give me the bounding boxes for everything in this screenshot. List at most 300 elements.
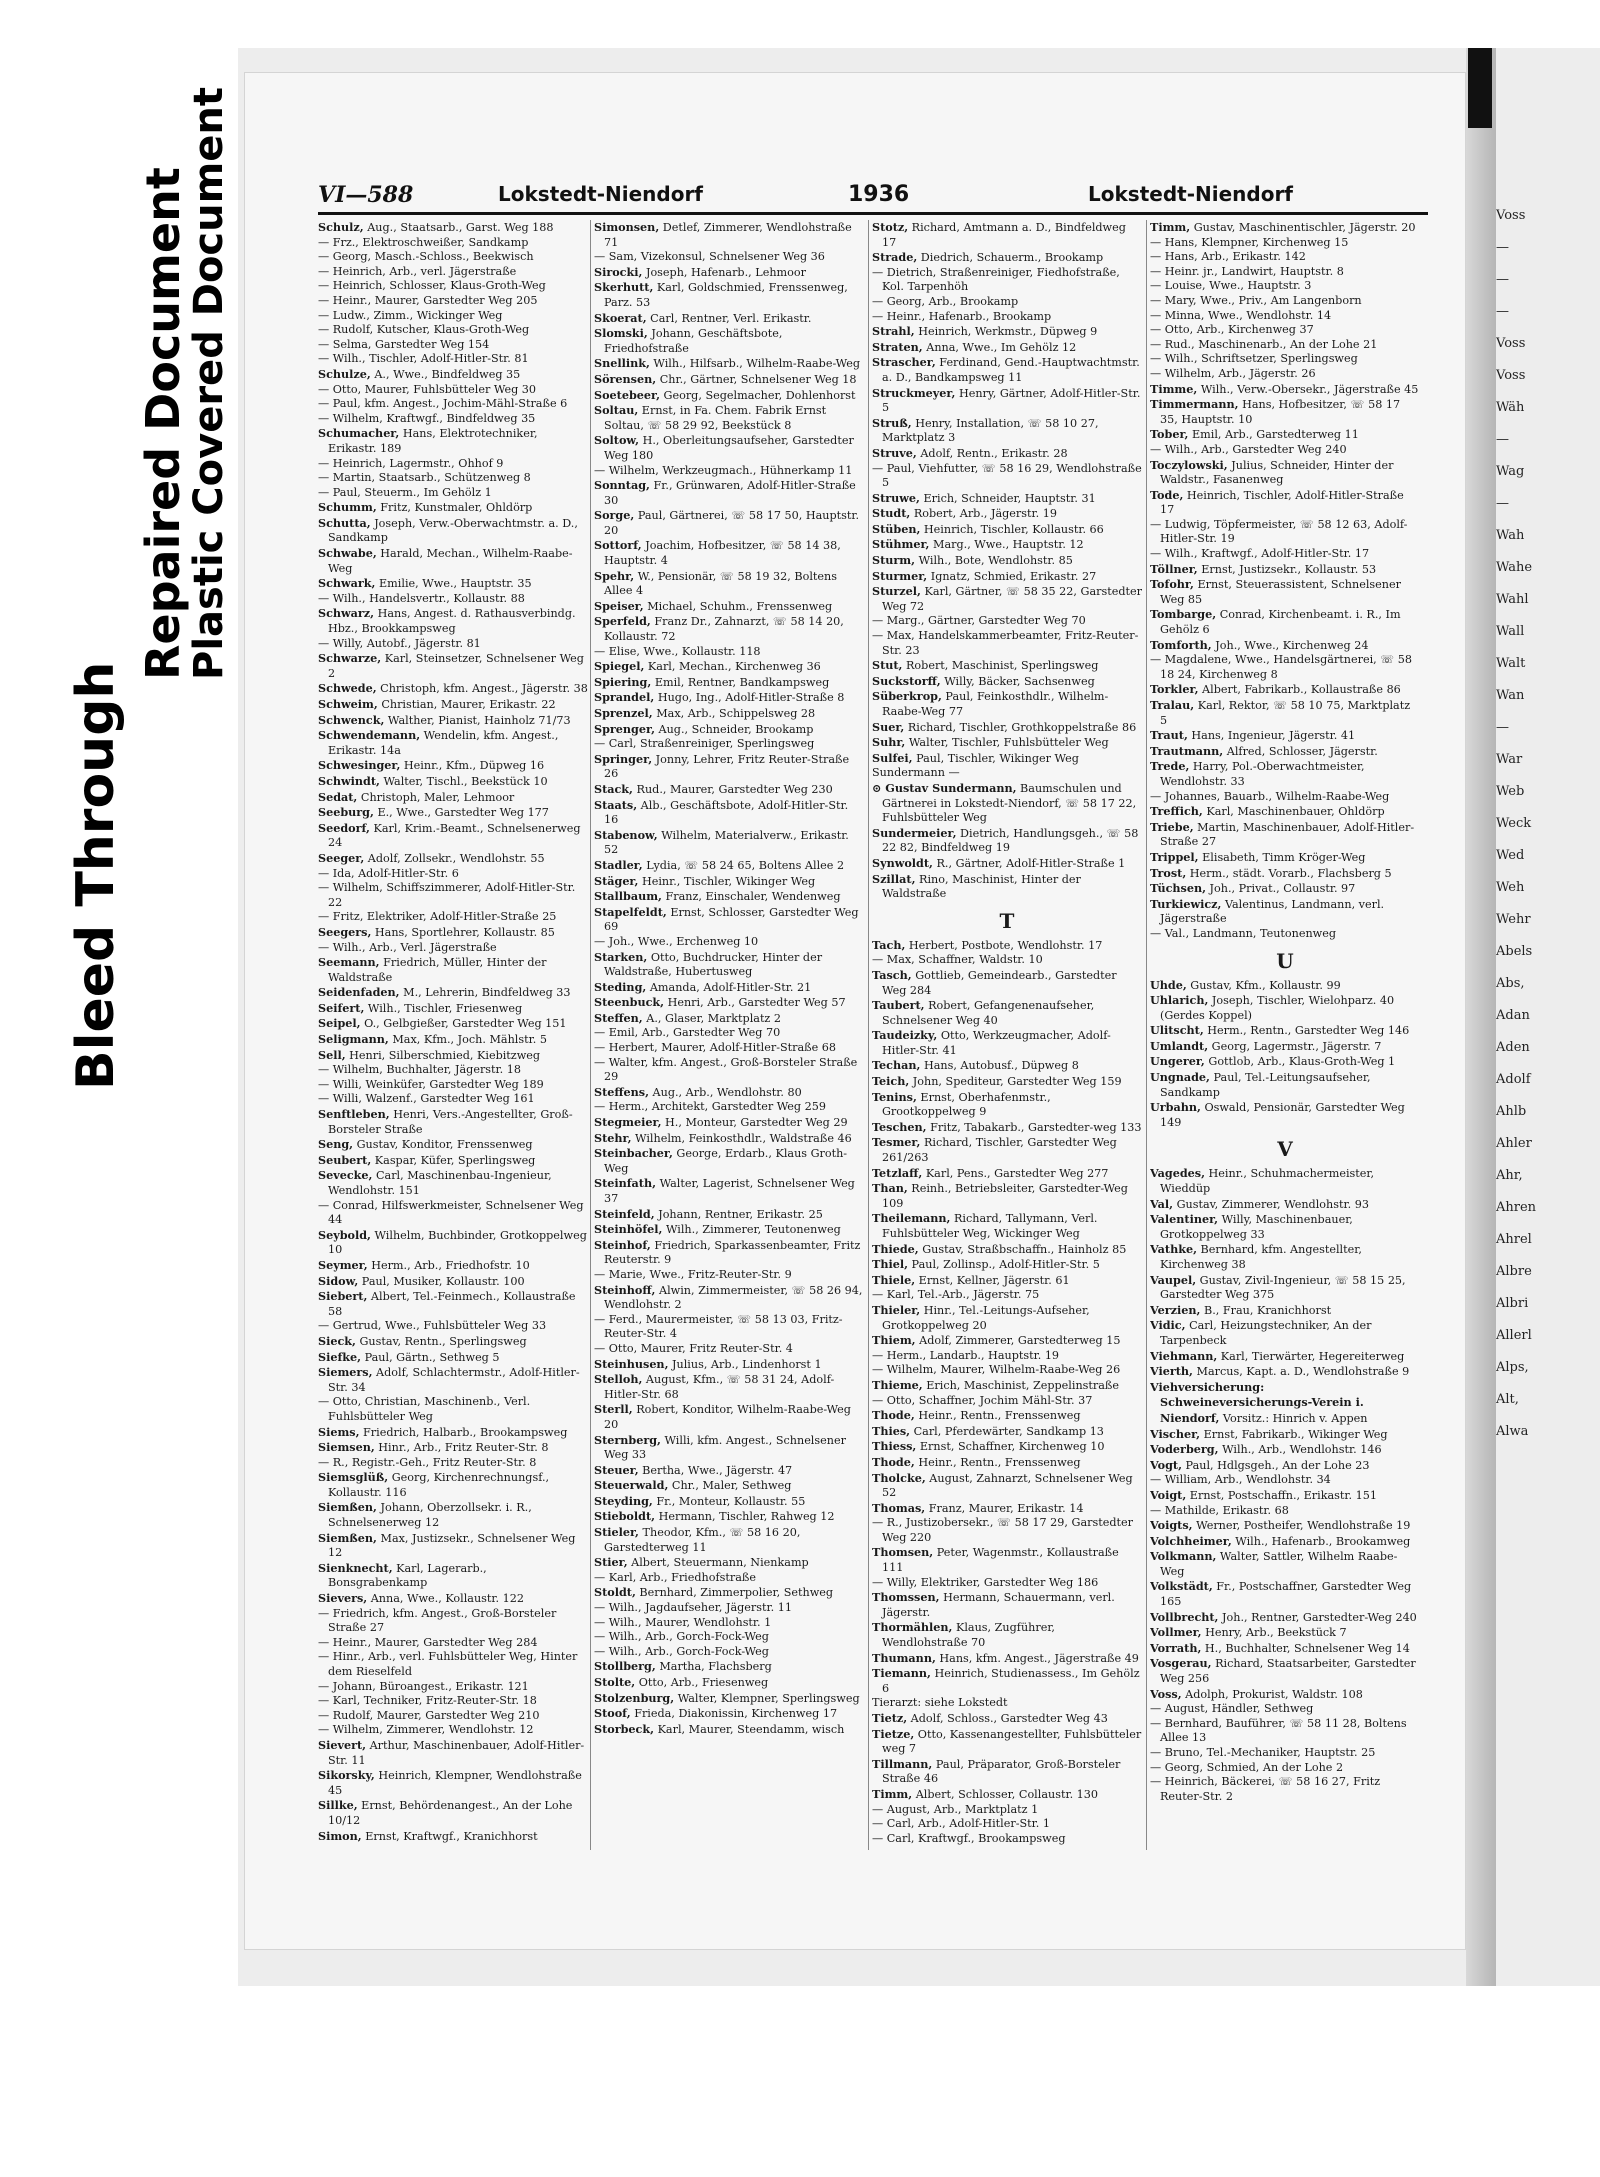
directory-entry: Steinfeld, Johann, Rentner, Erikastr. 25 — [594, 1206, 823, 1221]
fragment-line: Alt, — [1496, 1392, 1519, 1407]
directory-columns — [318, 220, 1428, 1860]
directory-entry: Suckstorff, Willy, Bäcker, Sachsenweg — [872, 673, 1095, 688]
directory-entry: Triebe, Martin, Maschinenbauer, Adolf-Hitler-Straße 27 — [1150, 819, 1415, 849]
directory-entry: Seubert, Kaspar, Küfer, Sperlingsweg — [318, 1152, 536, 1167]
fragment-line: Ahr, — [1496, 1168, 1523, 1183]
column-3 — [872, 220, 1142, 1860]
directory-entry: Ungnade, Paul, Tel.-Leitungsaufseher, Sandkamp — [1150, 1070, 1371, 1099]
directory-entry: Stelloh, August, Kfm., ☏ 58 31 24, Adolf-Hitler-Str. 68 — [594, 1372, 835, 1401]
directory-entry: Vagedes, Heinr., Schuhmachermeister, Wieddüp — [1150, 1166, 1375, 1196]
directory-entry: — Georg, Arb., Brookamp — [872, 294, 1019, 308]
directory-entry: Schutta, Joseph, Verw.-Oberwachtmstr. a. D., Sandkamp — [318, 515, 578, 545]
directory-entry: — Otto, Arb., Kirchenweg 37 — [1150, 323, 1314, 337]
directory-entry: — Wilh., Tischler, Adolf-Hitler-Str. 81 — [318, 352, 529, 366]
directory-entry: Valentiner, Willy, Maschinenbauer, Grotkoppelweg 33 — [1150, 1212, 1353, 1241]
directory-entry: Viehmann, Karl, Tierwärter, Hegereiterweg — [1150, 1348, 1405, 1363]
directory-entry: Senftleben, Henri, Vers.-Angestellter, Groß-Borsteler Straße — [318, 1107, 573, 1136]
directory-entry: Ulitscht, Herm., Rentn., Garstedter Weg 146 — [1150, 1023, 1410, 1038]
directory-entry: Umlandt, Georg, Lagermstr., Jägerstr. 7 — [1150, 1038, 1382, 1053]
page-header — [318, 180, 1428, 215]
scan-edge-mark — [1468, 48, 1492, 128]
directory-entry: Soltau, Ernst, in Fa. Chem. Fabrik Ernst Soltau, ☏ 58 29 92, Beekstück 8 — [594, 403, 827, 432]
directory-entry: Steinbacher, George, Erdarb., Klaus Groth-Weg — [594, 1146, 848, 1175]
directory-entry: Slomski, Johann, Geschäftsbote, Friedhofstraße — [594, 326, 783, 355]
directory-entry: — August, Arb., Marktplatz 1 — [872, 1802, 1039, 1816]
directory-entry: Siemßen, Max, Justizsekr., Schnelsener Weg 12 — [318, 1530, 576, 1560]
directory-entry: — Heinrich, Arb., verl. Jägerstraße — [318, 264, 517, 278]
directory-entry: — Rud., Maschinenarb., An der Lohe 21 — [1150, 337, 1378, 351]
fragment-line: Wahe — [1496, 560, 1533, 575]
directory-entry: Teich, John, Spediteur, Garstedter Weg 159 — [872, 1074, 1122, 1089]
directory-entry: — Fritz, Elektriker, Adolf-Hitler-Straße 25 — [318, 910, 557, 924]
directory-entry: Sprenzel, Max, Arb., Schippelsweg 28 — [594, 706, 816, 720]
directory-entry: — R., Registr.-Geh., Fritz Reuter-Str. 8 — [318, 1455, 537, 1469]
directory-entry: Vischer, Ernst, Fabrikarb., Wikinger Weg — [1150, 1426, 1388, 1441]
directory-entry: Tombarge, Conrad, Kirchenbeamt. i. R., Im Gehölz 6 — [1150, 607, 1401, 637]
directory-entry: Teschen, Fritz, Tabakarb., Garstedter-weg 133 — [872, 1119, 1142, 1134]
directory-entry: Stoof, Frieda, Diakonissin, Kirchenweg 17 — [594, 1706, 838, 1721]
fragment-line: Abels — [1496, 944, 1533, 959]
directory-entry: Thomas, Franz, Maurer, Erikastr. 14 — [872, 1500, 1084, 1515]
directory-entry: Voderberg, Wilh., Arb., Wendlohstr. 146 — [1150, 1442, 1382, 1457]
directory-entry: Steinhoff, Alwin, Zimmermeister, ☏ 58 26 94, Wendlohstr. 2 — [594, 1282, 863, 1312]
directory-entry: — August, Händler, Sethweg — [1150, 1702, 1314, 1716]
directory-entry: Sonntag, Fr., Grünwaren, Adolf-Hitler-Straße 30 — [594, 478, 856, 507]
column-1 — [318, 220, 588, 1860]
directory-entry: Tesmer, Richard, Tischler, Garstedter Weg 261/263 — [872, 1135, 1117, 1165]
fragment-line: Adolf — [1496, 1072, 1531, 1087]
directory-entry: Starken, Otto, Buchdrucker, Hinter der Waldstraße, Hubertusweg — [594, 949, 823, 979]
directory-entry: Vaupel, Gustav, Zivil-Ingenieur, ☏ 58 15 25, Garstedter Weg 375 — [1150, 1272, 1406, 1302]
fragment-line: Web — [1496, 784, 1525, 799]
directory-entry: Stieler, Theodor, Kfm., ☏ 58 16 20, Garstedterweg 11 — [594, 1525, 801, 1554]
directory-entry: Toczylowski, Julius, Schneider, Hinter der Waldstr., Fasanenweg — [1150, 457, 1394, 487]
directory-entry: Springer, Jonny, Lehrer, Fritz Reuter-Straße 26 — [594, 751, 850, 781]
directory-entry: Simon, Ernst, Kraftwgf., Kranichhorst — [318, 1828, 538, 1843]
directory-entry: Seymer, Herm., Arb., Friedhofstr. 10 — [318, 1257, 530, 1272]
directory-entry: Voigts, Werner, Postheifer, Wendlohstraße 19 — [1150, 1518, 1411, 1533]
directory-entry: Snellink, Wilh., Hilfsarb., Wilhelm-Raabe-Weg — [594, 356, 860, 371]
directory-entry: Sorge, Paul, Gärtnerei, ☏ 58 17 50, Hauptstr. 20 — [594, 508, 860, 537]
directory-entry: Voigt, Ernst, Postschaffn., Erikastr. 151 — [1150, 1487, 1377, 1502]
fragment-line: Weck — [1496, 816, 1532, 831]
directory-entry: Storbeck, Karl, Maurer, Steendamm, wisch — [594, 1721, 845, 1736]
directory-entry: — Herm., Architekt, Garstedter Weg 259 — [594, 1100, 826, 1114]
directory-entry: Techan, Hans, Autobusf., Düpweg 8 — [872, 1058, 1079, 1073]
directory-entry: — Otto, Schaffner, Jochim Mähl-Str. 37 — [872, 1393, 1093, 1407]
directory-entry: Val, Gustav, Zimmerer, Wendlohstr. 93 — [1150, 1196, 1369, 1211]
bleed-through-label: Bleed Through — [66, 661, 126, 1090]
directory-entry: — Sam, Vizekonsul, Schnelsener Weg 36 — [594, 250, 825, 264]
plastic-covered-label: Plastic Covered Document — [186, 86, 232, 680]
directory-entry: — Mathilde, Erikastr. 68 — [1150, 1503, 1289, 1517]
directory-entry: — Rudolf, Maurer, Garstedter Weg 210 — [318, 1708, 540, 1722]
section-letter: V — [1277, 1137, 1293, 1162]
directory-entry: — Carl, Arb., Adolf-Hitler-Str. 1 — [872, 1817, 1051, 1831]
directory-entry: — Otto, Maurer, Fritz Reuter-Str. 4 — [594, 1341, 793, 1355]
directory-entry: Sirocki, Joseph, Hafenarb., Lehmoor — [594, 264, 806, 279]
fragment-line: Voss — [1496, 368, 1526, 383]
directory-entry: Seipel, O., Gelbgießer, Garstedter Weg 151 — [318, 1016, 567, 1031]
directory-entry: — William, Arb., Wendlohstr. 34 — [1150, 1473, 1331, 1487]
directory-entry: Sulfei, Paul, Tischler, Wikinger Weg — [872, 750, 1079, 765]
directory-entry: Tofohr, Ernst, Steuerassistent, Schnelsener Weg 85 — [1150, 577, 1401, 606]
directory-entry: Soetebeer, Georg, Segelmacher, Dohlenhorst — [594, 387, 856, 402]
fragment-line: — — [1496, 240, 1509, 255]
directory-entry: — Emil, Arb., Garstedter Weg 70 — [594, 1026, 781, 1040]
column-divider — [868, 220, 869, 1850]
directory-entry: Steenbuck, Henri, Arb., Garstedter Weg 57 — [594, 995, 846, 1010]
fragment-line: Weh — [1496, 880, 1525, 895]
directory-entry: Timmermann, Hans, Hofbesitzer, ☏ 58 17 35, Hauptstr. 10 — [1150, 397, 1401, 426]
directory-entry: — Ferd., Maurermeister, ☏ 58 13 03, Fritz-Reuter-Str. 4 — [594, 1312, 843, 1341]
directory-entry: Szillat, Rino, Maschinist, Hinter der Waldstraße — [872, 871, 1081, 901]
directory-entry: Urbahn, Oswald, Pensionär, Garstedter Weg 149 — [1150, 1100, 1405, 1129]
directory-entry: — Ida, Adolf-Hitler-Str. 6 — [318, 866, 459, 880]
directory-entry: — Wilhelm, Zimmerer, Wendlohstr. 12 — [318, 1723, 534, 1737]
directory-entry: Tholcke, August, Zahnarzt, Schnelsener Weg 52 — [872, 1470, 1133, 1500]
directory-entry: Taudeizky, Otto, Werkzeugmacher, Adolf-Hitler-Str. 41 — [872, 1028, 1111, 1057]
directory-entry: Thiel, Paul, Zollinsp., Adolf-Hitler-Str. 5 — [872, 1257, 1100, 1272]
directory-entry: Struve, Adolf, Rentn., Erikastr. 28 — [872, 445, 1068, 460]
fragment-line: Wall — [1496, 624, 1525, 639]
fragment-line: Alwa — [1496, 1424, 1529, 1439]
directory-entry: — Max, Schaffner, Waldstr. 10 — [872, 953, 1043, 967]
directory-entry: Straten, Anna, Wwe., Im Gehölz 12 — [872, 339, 1077, 354]
directory-entry: Steinfath, Walter, Lagerist, Schnelsener Weg 37 — [594, 1176, 855, 1205]
directory-entry: Steuer, Bertha, Wwe., Jägerstr. 47 — [594, 1462, 793, 1477]
directory-entry: Sturmer, Ignatz, Schmied, Erikastr. 27 — [872, 568, 1097, 583]
directory-entry: — Willy, Elektriker, Garstedter Weg 186 — [872, 1575, 1099, 1589]
directory-entry: Traut, Hans, Ingenieur, Jägerstr. 41 — [1150, 728, 1356, 743]
directory-entry: — Walter, kfm. Angest., Groß-Borsteler Straße 29 — [594, 1055, 858, 1084]
directory-entry: — Heinrich, Lagermstr., Ohhof 9 — [318, 456, 504, 470]
year-title: 1936 — [848, 182, 910, 207]
directory-entry: Schumm, Fritz, Kunstmaler, Ohldörp — [318, 500, 533, 515]
directory-entry: — Wilhelm, Maurer, Wilhelm-Raabe-Weg 26 — [872, 1363, 1121, 1377]
directory-entry: Than, Reinh., Betriebsleiter, Garstedter-Weg 109 — [872, 1181, 1128, 1210]
directory-entry: Viehversicherung: Schweineversicherungs-Verein i. Niendorf, Vorsitz.: Hinrich v. Appen — [1150, 1379, 1368, 1425]
directory-entry: — Wilh., Schriftsetzer, Sperlingsweg — [1150, 352, 1358, 366]
directory-entry: Vathke, Bernhard, kfm. Angestellter, Kirchenweg 38 — [1150, 1242, 1362, 1271]
directory-entry: Siebert, Albert, Tel.-Feinmech., Kollaustraße 58 — [318, 1289, 576, 1318]
directory-entry: — Wilhelm, Buchhalter, Jägerstr. 18 — [318, 1063, 522, 1077]
section-letter: T — [999, 908, 1015, 933]
directory-entry: Treffich, Karl, Maschinenbauer, Ohldörp — [1150, 804, 1385, 819]
fragment-line: — — [1496, 720, 1509, 735]
directory-entry: Spiering, Emil, Rentner, Bandkampsweg — [594, 674, 830, 689]
directory-entry: Schwabe, Harald, Mechan., Wilhelm-Raabe-Weg — [318, 546, 573, 575]
directory-entry: Seybold, Wilhelm, Buchbinder, Grotkoppelweg 10 — [318, 1227, 587, 1257]
directory-entry: — Wilh., Arb., Gorch-Fock-Weg — [594, 1644, 769, 1658]
fragment-line: — — [1496, 304, 1509, 319]
directory-entry: Schwenck, Walther, Pianist, Hainholz 71/73 — [318, 712, 571, 727]
directory-entry: Voss, Adolph, Prokurist, Waldstr. 108 — [1150, 1686, 1363, 1701]
fragment-line: Wäh — [1496, 400, 1525, 415]
fragment-line: — — [1496, 496, 1509, 511]
fragment-line: — — [1496, 432, 1509, 447]
directory-entry: — Karl, Arb., Friedhofstraße — [594, 1570, 756, 1584]
directory-entry: Schwede, Christoph, kfm. Angest., Jägerstr. 38 — [318, 681, 588, 696]
directory-entry: — Paul, Viehfutter, ☏ 58 16 29, Wendlohstraße 5 — [872, 461, 1142, 490]
directory-entry: — Selma, Garstedter Weg 154 — [318, 337, 490, 351]
directory-entry: Schwindt, Walter, Tischl., Beekstück 10 — [318, 773, 548, 788]
directory-entry: — Marie, Wwe., Fritz-Reuter-Str. 9 — [594, 1267, 792, 1281]
directory-entry: Thiem, Adolf, Zimmerer, Garstedterweg 15 — [872, 1333, 1121, 1348]
directory-entry: Sperfeld, Franz Dr., Zahnarzt, ☏ 58 14 20, Kollaustr. 72 — [594, 614, 844, 644]
directory-entry: Synwoldt, R., Gärtner, Adolf-Hitler-Straße 1 — [872, 855, 1126, 870]
directory-entry: Spehr, W., Pensionär, ☏ 58 19 32, Boltens Allee 4 — [594, 568, 837, 598]
directory-entry: Strahl, Heinrich, Werkmstr., Düpweg 9 — [872, 324, 1098, 339]
directory-entry: — Heinr., Hafenarb., Brookamp — [872, 309, 1052, 323]
directory-entry: — Dietrich, Straßenreiniger, Fiedhofstraße, Kol. Tarpenhöh — [872, 265, 1120, 294]
directory-entry: — Herbert, Maurer, Adolf-Hitler-Straße 68 — [594, 1041, 837, 1055]
directory-entry: Stut, Robert, Maschinist, Sperlingsweg — [872, 658, 1099, 673]
directory-entry: — Karl, Techniker, Fritz-Reuter-Str. 18 — [318, 1694, 537, 1708]
directory-entry: Seidenfaden, M., Lehrerin, Bindfeldweg 33 — [318, 985, 571, 1000]
fragment-line: Abs, — [1496, 976, 1525, 991]
directory-entry: — Mary, Wwe., Priv., Am Langenborn — [1150, 293, 1362, 307]
directory-entry: — Willi, Walzenf., Garstedter Weg 161 — [318, 1092, 535, 1106]
directory-entry: Tillmann, Paul, Präparator, Groß-Borsteler Straße 46 — [872, 1756, 1121, 1786]
directory-entry: — Wilh., Jagdaufseher, Jägerstr. 11 — [594, 1601, 792, 1615]
directory-entry: Vidic, Carl, Heizungstechniker, An der Tarpenbeck — [1150, 1318, 1372, 1347]
directory-entry: — Gertrud, Wwe., Fuhlsbütteler Weg 33 — [318, 1319, 547, 1333]
directory-entry: Vollbrecht, Joh., Rentner, Garstedter-Weg 240 — [1150, 1609, 1417, 1624]
directory-entry: — Willy, Autobf., Jägerstr. 81 — [318, 636, 481, 650]
directory-entry: Speiser, Michael, Schuhm., Frenssenweg — [594, 598, 833, 613]
directory-entry: Siemßen, Johann, Oberzollsekr. i. R., Schnelsenerweg 12 — [318, 1500, 532, 1530]
directory-entry: ⊙ Gustav Sundermann, Baumschulen und Gärtnerei in Lokstedt-Niendorf, ☏ 58 17 22, Fuhlsbütteler Weg — [872, 780, 1137, 825]
directory-entry: Thies, Carl, Pferdewärter, Sandkamp 13 — [872, 1423, 1104, 1438]
directory-entry: Taubert, Robert, Gefangenenaufseher, Schnelsener Weg 40 — [872, 998, 1095, 1027]
directory-entry: — Frz., Elektroschweißer, Sandkamp — [318, 235, 529, 249]
directory-entry: — Wilhelm, Kraftwgf., Bindfeldweg 35 — [318, 411, 536, 425]
directory-entry: Sievers, Anna, Wwe., Kollaustr. 122 — [318, 1591, 524, 1606]
fragment-line: Wah — [1496, 528, 1525, 543]
directory-entry: Steinhusen, Julius, Arb., Lindenhorst 1 — [594, 1356, 822, 1371]
directory-entry: — Conrad, Hilfswerkmeister, Schnelsener Weg 44 — [318, 1198, 584, 1227]
directory-entry: Thiess, Ernst, Schaffner, Kirchenweg 10 — [872, 1439, 1105, 1454]
directory-entry: Strascher, Ferdinand, Gend.-Hauptwachtmstr. a. D., Bandkampsweg 11 — [872, 355, 1140, 384]
directory-entry: Thiele, Ernst, Kellner, Jägerstr. 61 — [872, 1272, 1070, 1287]
directory-entry: Stier, Albert, Steuermann, Nienkamp — [594, 1555, 809, 1570]
directory-entry: Sienknecht, Karl, Lagerarb., Bonsgrabenkamp — [318, 1560, 487, 1590]
directory-entry: — Carl, Kraftwgf., Brookampsweg — [872, 1831, 1066, 1845]
repaired-document-label: Repaired Document — [136, 167, 190, 680]
directory-entry: Spiegel, Karl, Mechan., Kirchenweg 36 — [594, 659, 821, 674]
fragment-line: Albre — [1496, 1264, 1532, 1279]
directory-entry: Stoldt, Bernhard, Zimmerpolier, Sethweg — [594, 1585, 834, 1600]
directory-entry: Stollberg, Martha, Flachsberg — [594, 1659, 772, 1674]
column-4 — [1150, 220, 1420, 1860]
directory-entry: Vogt, Paul, Hdlgsgeh., An der Lohe 23 — [1150, 1457, 1370, 1472]
directory-entry: Schweim, Christian, Maurer, Erikastr. 22 — [318, 697, 556, 711]
directory-entry: Sillke, Ernst, Behördenangest., An der Lohe 10/12 — [318, 1798, 573, 1827]
directory-entry: Studt, Robert, Arb., Jägerstr. 19 — [872, 506, 1057, 521]
directory-entry: Struwe, Erich, Schneider, Hauptstr. 31 — [872, 490, 1096, 505]
directory-entry: Tralau, Karl, Rektor, ☏ 58 10 75, Marktplatz 5 — [1150, 698, 1411, 727]
directory-entry: Thiede, Gustav, Straßbschaffn., Hainholz 85 — [872, 1241, 1127, 1256]
directory-entry: — Wilhelm, Schiffszimmerer, Adolf-Hitler-Str. 22 — [318, 881, 576, 909]
fragment-line: Voss — [1496, 208, 1526, 223]
directory-entry: Stallbaum, Franz, Einschaler, Wendenweg — [594, 889, 841, 904]
directory-entry: — Herm., Landarb., Hauptstr. 19 — [872, 1348, 1060, 1362]
directory-entry: — Heinr., Maurer, Garstedter Weg 284 — [318, 1635, 538, 1649]
directory-entry: Schulz, Aug., Staatsarb., Garst. Weg 188 — [318, 220, 554, 234]
directory-entry: Verzien, B., Frau, Kranichhorst — [1150, 1302, 1332, 1317]
directory-entry: Volkstädt, Fr., Postschaffner, Garstedter Weg 165 — [1150, 1579, 1412, 1609]
directory-entry: Seedorf, Karl, Krim.-Beamt., Schnelsenerweg 24 — [318, 820, 581, 850]
directory-entry: Timm, Albert, Schlosser, Collaustr. 130 — [872, 1786, 1099, 1801]
directory-entry: Tetzlaff, Karl, Pens., Garstedter Weg 277 — [872, 1165, 1109, 1180]
directory-entry: Ungerer, Gottlob, Arb., Klaus-Groth-Weg 1 — [1150, 1054, 1396, 1069]
directory-entry: — Bernhard, Bauführer, ☏ 58 11 28, Boltens Allee 13 — [1150, 1716, 1407, 1745]
directory-entry: Tietze, Otto, Kassenangestellter, Fuhlsbütteler weg 7 — [872, 1726, 1142, 1756]
directory-entry: — Ludw., Zimm., Wickinger Weg — [318, 308, 503, 322]
directory-entry: — Rudolf, Kutscher, Klaus-Groth-Weg — [318, 323, 530, 337]
directory-entry: Staats, Alb., Geschäftsbote, Adolf-Hitler-Str. 16 — [594, 797, 849, 827]
directory-entry: Schwarze, Karl, Steinsetzer, Schnelsener Weg 2 — [318, 651, 584, 680]
directory-entry: — Paul, kfm. Angest., Jochim-Mähl-Straße 6 — [318, 397, 568, 411]
directory-entry: Sterll, Robert, Konditor, Wilhelm-Raabe-Weg 20 — [594, 1402, 851, 1431]
directory-entry: Strade, Diedrich, Schauerm., Brookamp — [872, 250, 1104, 265]
directory-entry: Trede, Harry, Pol.-Oberwachtmeister, Wendlohstr. 33 — [1150, 759, 1365, 788]
directory-entry: Skerhutt, Karl, Goldschmied, Frenssenweg, Parz. 53 — [594, 280, 848, 309]
section-letter: U — [1276, 948, 1294, 973]
running-title-left: Lokstedt-Niendorf — [498, 182, 704, 206]
directory-entry: Stehr, Wilhelm, Feinkosthdlr., Waldstraße 46 — [594, 1130, 852, 1145]
directory-entry: Sevecke, Carl, Maschinenbau-Ingenieur, Wendlohstr. 151 — [318, 1168, 552, 1197]
directory-entry: Sikorsky, Heinrich, Klempner, Wendlohstraße 45 — [318, 1768, 582, 1797]
directory-entry: — Johannes, Bauarb., Wilhelm-Raabe-Weg — [1150, 789, 1390, 803]
directory-entry: Thieler, Hinr., Tel.-Leitungs-Aufseher, Grotkoppelweg 20 — [872, 1302, 1090, 1332]
directory-entry: Schumacher, Hans, Elektrotechniker, Erikastr. 189 — [318, 426, 538, 455]
directory-entry: Suhr, Walter, Tischler, Fuhlsbütteler Weg — [872, 735, 1109, 750]
directory-entry: — Joh., Wwe., Erchenweg 10 — [594, 934, 759, 948]
directory-entry: Schwark, Emilie, Wwe., Hauptstr. 35 — [318, 576, 532, 591]
directory-entry: Sternberg, Willi, kfm. Angest., Schnelsener Weg 33 — [594, 1432, 846, 1462]
directory-entry: Schwesinger, Heinr., Kfm., Düpweg 16 — [318, 758, 545, 773]
directory-entry: Timme, Wilh., Verw.-Obersekr., Jägerstraße 45 — [1150, 381, 1419, 396]
directory-entry: Sievert, Arthur, Maschinenbauer, Adolf-Hitler-Str. 11 — [318, 1737, 585, 1767]
directory-entry: Stack, Rud., Maurer, Garstedter Weg 230 — [594, 781, 833, 796]
directory-entry: Stadler, Lydia, ☏ 58 24 65, Boltens Allee 2 — [594, 857, 845, 872]
directory-entry: Seemann, Friedrich, Müller, Hinter der Waldstraße — [318, 955, 547, 984]
directory-entry: Trost, Herm., städt. Vorarb., Flachsberg 5 — [1150, 865, 1392, 880]
directory-entry: Tierarzt: siehe Lokstedt — [872, 1696, 1008, 1710]
directory-entry: — Wilhelm, Werkzeugmach., Hühnerkamp 11 — [594, 463, 853, 477]
fragment-line: Ahler — [1496, 1136, 1532, 1151]
directory-entry: Uhde, Gustav, Kfm., Kollaustr. 99 — [1150, 977, 1341, 992]
directory-entry: — Magdalene, Wwe., Handelsgärtnerei, ☏ 58 18 24, Kirchenweg 8 — [1150, 653, 1413, 681]
directory-entry: Sieck, Gustav, Rentn., Sperlingsweg — [318, 1333, 527, 1348]
fragment-line: Wag — [1496, 464, 1525, 479]
directory-entry: Thomssen, Hermann, Schauermann, verl. Jägerstr. — [872, 1590, 1115, 1619]
fragment-line: Allerl — [1496, 1328, 1532, 1343]
directory-entry: — Hans, Arb., Erikastr. 142 — [1150, 250, 1306, 264]
directory-entry: Steinhof, Friedrich, Sparkassenbeamter, Fritz Reuterstr. 9 — [594, 1237, 861, 1267]
directory-entry: Vollmer, Henry, Arb., Beekstück 7 — [1150, 1625, 1347, 1640]
fragment-line: War — [1496, 752, 1523, 767]
directory-entry: — Wilhelm, Arb., Jägerstr. 26 — [1150, 366, 1316, 380]
directory-entry: Siems, Friedrich, Halbarb., Brookampsweg — [318, 1424, 568, 1439]
directory-entry: — Wilh., Handelsvertr., Kollaustr. 88 — [318, 591, 525, 605]
directory-entry: — Max, Handelskammerbeamter, Fritz-Reuter-Str. 23 — [872, 629, 1139, 657]
directory-entry: — Hans, Klempner, Kirchenweg 15 — [1150, 235, 1349, 249]
directory-entry: — Wilh., Maurer, Wendlohstr. 1 — [594, 1615, 772, 1629]
directory-entry: Theilemann, Richard, Tallymann, Verl. Fuhlsbütteler Weg, Wickinger Weg — [872, 1211, 1098, 1240]
directory-entry: Schwendemann, Wendelin, kfm. Angest., Erikastr. 14a — [318, 728, 559, 757]
fragment-line: Walt — [1496, 656, 1526, 671]
fragment-line: Ahrel — [1496, 1232, 1532, 1247]
directory-entry: — Heinr. jr., Landwirt, Hauptstr. 8 — [1150, 264, 1344, 278]
directory-entry: Seegers, Hans, Sportlehrer, Kollaustr. 85 — [318, 924, 555, 939]
directory-entry: Stapelfeldt, Ernst, Schlosser, Garstedter Weg 69 — [594, 904, 859, 934]
directory-entry: Stäger, Heinr., Tischler, Wikinger Weg — [594, 873, 816, 888]
directory-entry: — Marg., Gärtner, Garstedter Weg 70 — [872, 614, 1086, 628]
column-divider — [1146, 220, 1147, 1850]
running-title-right: Lokstedt-Niendorf — [1088, 182, 1294, 206]
directory-entry: Steinhöfel, Wilh., Zimmerer, Teutonenweg — [594, 1222, 841, 1237]
directory-entry: Tüchsen, Joh., Privat., Collaustr. 97 — [1150, 881, 1356, 896]
directory-entry: Thormählen, Klaus, Zugführer, Wendlohstraße 70 — [872, 1620, 1055, 1650]
directory-entry: Sörensen, Chr., Gärtner, Schnelsener Weg 18 — [594, 371, 857, 386]
directory-entry: Steuerwald, Chr., Maler, Sethweg — [594, 1478, 792, 1493]
column-2 — [594, 220, 864, 1860]
directory-entry: Seifert, Wilh., Tischler, Friesenweg — [318, 1000, 523, 1015]
directory-entry: Seng, Gustav, Konditor, Frenssenweg — [318, 1137, 533, 1152]
directory-entry: — Elise, Wwe., Kollaustr. 118 — [594, 644, 761, 658]
directory-entry: Sundermann — — [872, 766, 960, 780]
directory-entry: Volkmann, Walter, Sattler, Wilhelm Raabe-Weg — [1150, 1549, 1398, 1578]
directory-entry: Thode, Heinr., Rentn., Frenssenweg — [872, 1454, 1081, 1469]
directory-entry: Steffen, A., Glaser, Marktplatz 2 — [594, 1010, 782, 1025]
directory-entry: Torkler, Albert, Fabrikarb., Kollaustraße 86 — [1150, 682, 1401, 697]
fragment-line: Wan — [1496, 688, 1525, 703]
directory-entry: Sidow, Paul, Musiker, Kollaustr. 100 — [318, 1273, 525, 1288]
directory-entry: Sundermeier, Dietrich, Handlungsgeh., ☏ 58 22 82, Bindfeldweg 19 — [872, 825, 1139, 855]
directory-entry: Stüben, Heinrich, Tischler, Kollaustr. 66 — [872, 521, 1104, 536]
directory-entry: — Minna, Wwe., Wendlohstr. 14 — [1150, 308, 1332, 322]
directory-entry: Thieme, Erich, Maschinist, Zeppelinstraße — [872, 1377, 1120, 1392]
directory-entry: Schulze, A., Wwe., Bindfeldweg 35 — [318, 366, 521, 381]
directory-entry: Vierth, Marcus, Kapt. a. D., Wendlohstraße 9 — [1150, 1364, 1410, 1379]
directory-entry: Vosgerau, Richard, Staatsarbeiter, Garstedter Weg 256 — [1150, 1656, 1416, 1686]
directory-entry: Stolte, Otto, Arb., Friesenweg — [594, 1675, 769, 1689]
directory-entry: Sprandel, Hugo, Ing., Adolf-Hitler-Straße 8 — [594, 690, 845, 705]
directory-entry: Tomforth, Joh., Wwe., Kirchenweg 24 — [1150, 637, 1369, 652]
directory-entry: Tenins, Ernst, Oberhafenmstr., Grootkoppelweg 9 — [872, 1089, 1051, 1119]
directory-entry: Töllner, Ernst, Justizsekr., Kollaustr. 53 — [1150, 561, 1377, 576]
directory-entry: Süberkrop, Paul, Feinkosthdlr., Wilhelm-Raabe-Weg 77 — [872, 689, 1109, 718]
directory-entry: — Johann, Büroangest., Erikastr. 121 — [318, 1679, 529, 1693]
fragment-line: Aden — [1496, 1040, 1530, 1055]
directory-entry: — Wilh., Arb., Garstedter Weg 240 — [1150, 442, 1347, 456]
directory-entry: Tober, Emil, Arb., Garstedterweg 11 — [1150, 427, 1359, 442]
directory-entry: Seeburg, E., Wwe., Garstedter Weg 177 — [318, 805, 549, 820]
fragment-line: Ahlb — [1496, 1104, 1527, 1119]
document-condition-labels — [26, 86, 232, 1110]
directory-entry: Trautmann, Alfred, Schlosser, Jägerstr. — [1150, 743, 1378, 758]
directory-entry: — R., Justizobersekr., ☏ 58 17 29, Garstedter Weg 220 — [872, 1516, 1133, 1544]
directory-entry: Volchheimer, Wilh., Hafenarb., Brookamweg — [1150, 1533, 1411, 1548]
directory-entry: Tode, Heinrich, Tischler, Adolf-Hitler-Straße 17 — [1150, 487, 1404, 517]
directory-entry: — Georg, Schmied, An der Lohe 2 — [1150, 1760, 1344, 1774]
directory-entry: Stabenow, Wilhelm, Materialverw., Erikastr. 52 — [594, 827, 849, 857]
directory-entry: Timm, Gustav, Maschinentischler, Jägerstr. 20 — [1150, 220, 1416, 234]
directory-entry: Stieboldt, Hermann, Tischler, Rahweg 12 — [594, 1509, 835, 1524]
